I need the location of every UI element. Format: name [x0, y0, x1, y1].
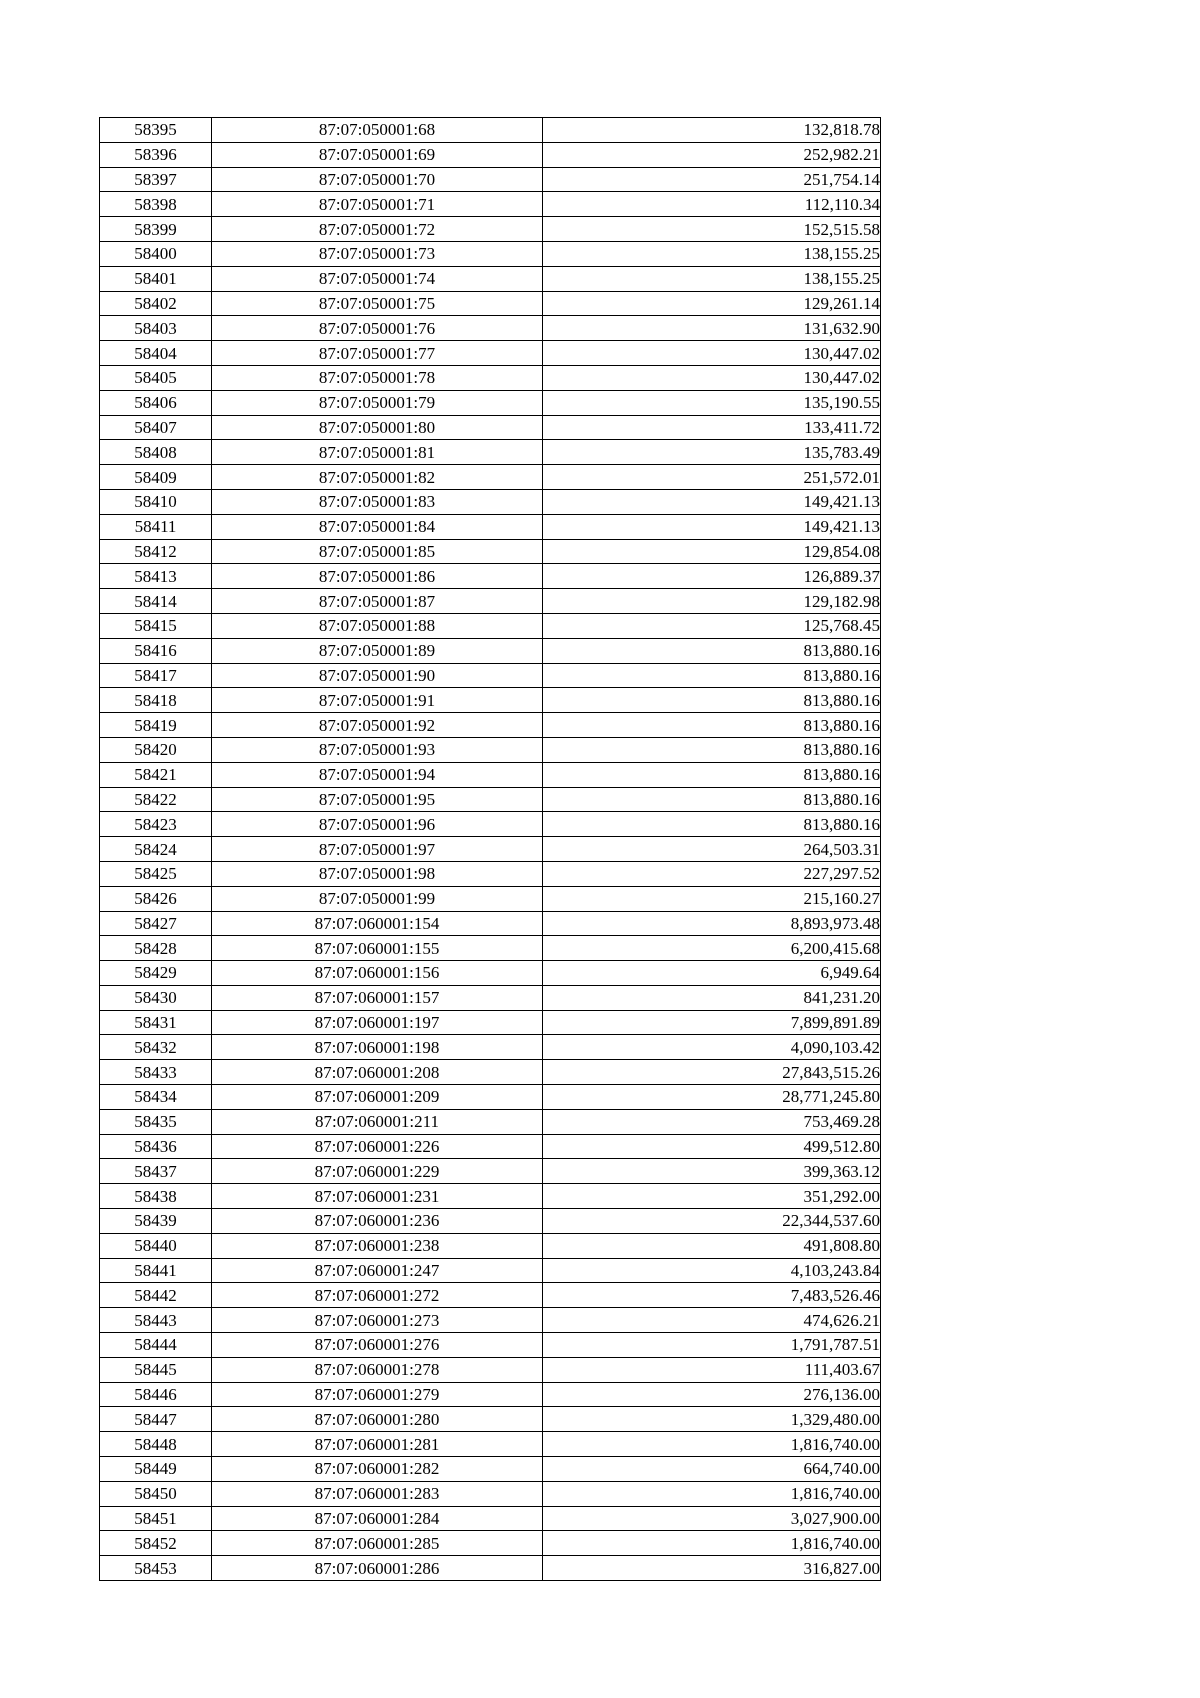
cadastral-number-cell: 87:07:050001:80 — [212, 415, 543, 440]
row-number-cell: 58447 — [100, 1407, 212, 1432]
table-row — [100, 1556, 881, 1581]
row-number-cell: 58426 — [100, 886, 212, 911]
row-number-cell: 58441 — [100, 1258, 212, 1283]
row-number-cell: 58429 — [100, 961, 212, 986]
value-cell: 112,110.34 — [543, 192, 881, 217]
row-number-cell: 58434 — [100, 1085, 212, 1110]
cadastral-number-cell: 87:07:050001:78 — [212, 365, 543, 390]
cadastral-number-cell: 87:07:060001:197 — [212, 1010, 543, 1035]
cadastral-number-cell: 87:07:050001:93 — [212, 737, 543, 762]
table-row — [100, 638, 881, 663]
cadastral-number-cell: 87:07:050001:99 — [212, 886, 543, 911]
cadastral-number-cell: 87:07:050001:96 — [212, 812, 543, 837]
value-cell: 753,469.28 — [543, 1109, 881, 1134]
value-cell: 111,403.67 — [543, 1357, 881, 1382]
cadastral-number-cell: 87:07:050001:72 — [212, 217, 543, 242]
row-number-cell: 58428 — [100, 936, 212, 961]
cadastral-number-cell: 87:07:060001:286 — [212, 1556, 543, 1581]
value-cell: 813,880.16 — [543, 713, 881, 738]
cadastral-number-cell: 87:07:050001:79 — [212, 390, 543, 415]
row-number-cell: 58448 — [100, 1432, 212, 1457]
table-row — [100, 1209, 881, 1234]
table-row — [100, 142, 881, 167]
row-number-cell: 58412 — [100, 539, 212, 564]
row-number-cell: 58395 — [100, 118, 212, 143]
row-number-cell: 58453 — [100, 1556, 212, 1581]
cadastral-number-cell: 87:07:050001:68 — [212, 118, 543, 143]
value-cell: 126,889.37 — [543, 564, 881, 589]
value-cell: 276,136.00 — [543, 1382, 881, 1407]
value-cell: 125,768.45 — [543, 613, 881, 638]
cadastral-number-cell: 87:07:060001:238 — [212, 1233, 543, 1258]
table-row — [100, 316, 881, 341]
cadastral-number-cell: 87:07:050001:94 — [212, 762, 543, 787]
value-cell: 152,515.58 — [543, 217, 881, 242]
table-row — [100, 1283, 881, 1308]
row-number-cell: 58449 — [100, 1457, 212, 1482]
value-cell: 813,880.16 — [543, 638, 881, 663]
row-number-cell: 58446 — [100, 1382, 212, 1407]
value-cell: 4,090,103.42 — [543, 1035, 881, 1060]
cadastral-number-cell: 87:07:050001:77 — [212, 341, 543, 366]
cadastral-number-cell: 87:07:060001:281 — [212, 1432, 543, 1457]
cadastral-number-cell: 87:07:060001:283 — [212, 1481, 543, 1506]
value-cell: 130,447.02 — [543, 365, 881, 390]
value-cell: 813,880.16 — [543, 787, 881, 812]
table-row — [100, 1010, 881, 1035]
table-row — [100, 217, 881, 242]
table-row — [100, 762, 881, 787]
row-number-cell: 58401 — [100, 266, 212, 291]
cadastral-number-cell: 87:07:060001:209 — [212, 1085, 543, 1110]
row-number-cell: 58436 — [100, 1134, 212, 1159]
row-number-cell: 58427 — [100, 911, 212, 936]
table-row — [100, 1382, 881, 1407]
value-cell: 215,160.27 — [543, 886, 881, 911]
cadastral-number-cell: 87:07:060001:229 — [212, 1159, 543, 1184]
value-cell: 133,411.72 — [543, 415, 881, 440]
cadastral-number-cell: 87:07:050001:81 — [212, 440, 543, 465]
table-row — [100, 1159, 881, 1184]
value-cell: 4,103,243.84 — [543, 1258, 881, 1283]
cadastral-number-cell: 87:07:060001:226 — [212, 1134, 543, 1159]
table-row — [100, 589, 881, 614]
row-number-cell: 58425 — [100, 861, 212, 886]
row-number-cell: 58406 — [100, 390, 212, 415]
row-number-cell: 58413 — [100, 564, 212, 589]
table-row — [100, 192, 881, 217]
value-cell: 251,572.01 — [543, 465, 881, 490]
value-cell: 252,982.21 — [543, 142, 881, 167]
table-row — [100, 1134, 881, 1159]
table-row — [100, 985, 881, 1010]
cadastral-number-cell: 87:07:060001:198 — [212, 1035, 543, 1060]
row-number-cell: 58424 — [100, 837, 212, 862]
value-cell: 1,816,740.00 — [543, 1481, 881, 1506]
value-cell: 138,155.25 — [543, 241, 881, 266]
value-cell: 664,740.00 — [543, 1457, 881, 1482]
row-number-cell: 58403 — [100, 316, 212, 341]
value-cell: 129,854.08 — [543, 539, 881, 564]
value-cell: 813,880.16 — [543, 812, 881, 837]
row-number-cell: 58433 — [100, 1060, 212, 1085]
value-cell: 1,329,480.00 — [543, 1407, 881, 1432]
cadastral-number-cell: 87:07:060001:157 — [212, 985, 543, 1010]
value-cell: 841,231.20 — [543, 985, 881, 1010]
cadastral-number-cell: 87:07:050001:89 — [212, 638, 543, 663]
cadastral-number-cell: 87:07:060001:231 — [212, 1184, 543, 1209]
row-number-cell: 58414 — [100, 589, 212, 614]
cadastral-number-cell: 87:07:060001:272 — [212, 1283, 543, 1308]
table-row — [100, 886, 881, 911]
cadastral-number-cell: 87:07:060001:208 — [212, 1060, 543, 1085]
table-row — [100, 688, 881, 713]
cadastral-number-cell: 87:07:060001:278 — [212, 1357, 543, 1382]
table-row — [100, 1506, 881, 1531]
cadastral-number-cell: 87:07:060001:154 — [212, 911, 543, 936]
cadastral-number-cell: 87:07:050001:88 — [212, 613, 543, 638]
row-number-cell: 58432 — [100, 1035, 212, 1060]
cadastral-number-cell: 87:07:050001:69 — [212, 142, 543, 167]
table-row — [100, 936, 881, 961]
row-number-cell: 58438 — [100, 1184, 212, 1209]
cadastral-number-cell: 87:07:050001:91 — [212, 688, 543, 713]
row-number-cell: 58398 — [100, 192, 212, 217]
table-body — [100, 118, 881, 1581]
value-cell: 135,190.55 — [543, 390, 881, 415]
row-number-cell: 58423 — [100, 812, 212, 837]
table-row — [100, 1531, 881, 1556]
value-cell: 129,182.98 — [543, 589, 881, 614]
value-cell: 399,363.12 — [543, 1159, 881, 1184]
cadastral-number-cell: 87:07:060001:236 — [212, 1209, 543, 1234]
cadastral-number-cell: 87:07:060001:211 — [212, 1109, 543, 1134]
value-cell: 813,880.16 — [543, 737, 881, 762]
row-number-cell: 58407 — [100, 415, 212, 440]
row-number-cell: 58437 — [100, 1159, 212, 1184]
table-row — [100, 613, 881, 638]
cadastral-number-cell: 87:07:060001:156 — [212, 961, 543, 986]
cadastral-number-cell: 87:07:050001:97 — [212, 837, 543, 862]
value-cell: 6,949.64 — [543, 961, 881, 986]
cadastral-number-cell: 87:07:050001:83 — [212, 489, 543, 514]
table-row — [100, 365, 881, 390]
value-cell: 813,880.16 — [543, 663, 881, 688]
table-row — [100, 1357, 881, 1382]
row-number-cell: 58396 — [100, 142, 212, 167]
row-number-cell: 58417 — [100, 663, 212, 688]
row-number-cell: 58422 — [100, 787, 212, 812]
value-cell: 491,808.80 — [543, 1233, 881, 1258]
value-cell: 474,626.21 — [543, 1308, 881, 1333]
row-number-cell: 58452 — [100, 1531, 212, 1556]
table-row — [100, 1333, 881, 1358]
row-number-cell: 58445 — [100, 1357, 212, 1382]
value-cell: 27,843,515.26 — [543, 1060, 881, 1085]
table-row — [100, 1407, 881, 1432]
cadastral-value-table — [99, 117, 881, 1581]
cadastral-number-cell: 87:07:050001:70 — [212, 167, 543, 192]
row-number-cell: 58399 — [100, 217, 212, 242]
cadastral-number-cell: 87:07:050001:98 — [212, 861, 543, 886]
value-cell: 135,783.49 — [543, 440, 881, 465]
table-row — [100, 1308, 881, 1333]
row-number-cell: 58402 — [100, 291, 212, 316]
table-row — [100, 787, 881, 812]
table-row — [100, 1233, 881, 1258]
cadastral-number-cell: 87:07:050001:92 — [212, 713, 543, 738]
table-row — [100, 1109, 881, 1134]
table-row — [100, 713, 881, 738]
row-number-cell: 58435 — [100, 1109, 212, 1134]
cadastral-number-cell: 87:07:060001:280 — [212, 1407, 543, 1432]
value-cell: 132,818.78 — [543, 118, 881, 143]
value-cell: 6,200,415.68 — [543, 936, 881, 961]
table-row — [100, 1432, 881, 1457]
value-cell: 129,261.14 — [543, 291, 881, 316]
value-cell: 351,292.00 — [543, 1184, 881, 1209]
table-row — [100, 118, 881, 143]
table-row — [100, 1085, 881, 1110]
table-row — [100, 961, 881, 986]
row-number-cell: 58444 — [100, 1333, 212, 1358]
table-row — [100, 1184, 881, 1209]
cadastral-number-cell: 87:07:060001:284 — [212, 1506, 543, 1531]
cadastral-number-cell: 87:07:060001:282 — [212, 1457, 543, 1482]
cadastral-number-cell: 87:07:050001:74 — [212, 266, 543, 291]
cadastral-number-cell: 87:07:060001:285 — [212, 1531, 543, 1556]
table-row — [100, 911, 881, 936]
table-row — [100, 837, 881, 862]
value-cell: 813,880.16 — [543, 688, 881, 713]
value-cell: 227,297.52 — [543, 861, 881, 886]
value-cell: 7,899,891.89 — [543, 1010, 881, 1035]
value-cell: 1,816,740.00 — [543, 1432, 881, 1457]
value-cell: 130,447.02 — [543, 341, 881, 366]
cadastral-number-cell: 87:07:060001:247 — [212, 1258, 543, 1283]
table-row — [100, 812, 881, 837]
table-row — [100, 167, 881, 192]
row-number-cell: 58411 — [100, 514, 212, 539]
cadastral-number-cell: 87:07:060001:273 — [212, 1308, 543, 1333]
row-number-cell: 58404 — [100, 341, 212, 366]
table-row — [100, 341, 881, 366]
table-row — [100, 390, 881, 415]
table-row — [100, 1481, 881, 1506]
table-row — [100, 489, 881, 514]
table-row — [100, 266, 881, 291]
row-number-cell: 58431 — [100, 1010, 212, 1035]
table-row — [100, 1035, 881, 1060]
row-number-cell: 58450 — [100, 1481, 212, 1506]
table-row — [100, 564, 881, 589]
cadastral-number-cell: 87:07:050001:82 — [212, 465, 543, 490]
cadastral-number-cell: 87:07:050001:71 — [212, 192, 543, 217]
value-cell: 131,632.90 — [543, 316, 881, 341]
cadastral-number-cell: 87:07:060001:155 — [212, 936, 543, 961]
table-row — [100, 440, 881, 465]
cadastral-number-cell: 87:07:050001:85 — [212, 539, 543, 564]
value-cell: 138,155.25 — [543, 266, 881, 291]
table-row — [100, 465, 881, 490]
table-row — [100, 539, 881, 564]
cadastral-number-cell: 87:07:050001:73 — [212, 241, 543, 266]
row-number-cell: 58419 — [100, 713, 212, 738]
value-cell: 264,503.31 — [543, 837, 881, 862]
row-number-cell: 58418 — [100, 688, 212, 713]
row-number-cell: 58440 — [100, 1233, 212, 1258]
table-row — [100, 514, 881, 539]
value-cell: 7,483,526.46 — [543, 1283, 881, 1308]
table-row — [100, 663, 881, 688]
row-number-cell: 58409 — [100, 465, 212, 490]
value-cell: 1,791,787.51 — [543, 1333, 881, 1358]
value-cell: 813,880.16 — [543, 762, 881, 787]
table-row — [100, 861, 881, 886]
value-cell: 3,027,900.00 — [543, 1506, 881, 1531]
row-number-cell: 58420 — [100, 737, 212, 762]
row-number-cell: 58397 — [100, 167, 212, 192]
cadastral-number-cell: 87:07:050001:90 — [212, 663, 543, 688]
table-row — [100, 291, 881, 316]
value-cell: 251,754.14 — [543, 167, 881, 192]
value-cell: 28,771,245.80 — [543, 1085, 881, 1110]
cadastral-number-cell: 87:07:060001:276 — [212, 1333, 543, 1358]
row-number-cell: 58416 — [100, 638, 212, 663]
row-number-cell: 58442 — [100, 1283, 212, 1308]
table-row — [100, 737, 881, 762]
row-number-cell: 58408 — [100, 440, 212, 465]
value-cell: 1,816,740.00 — [543, 1531, 881, 1556]
row-number-cell: 58410 — [100, 489, 212, 514]
value-cell: 8,893,973.48 — [543, 911, 881, 936]
cadastral-number-cell: 87:07:050001:75 — [212, 291, 543, 316]
table-row — [100, 241, 881, 266]
value-cell: 149,421.13 — [543, 489, 881, 514]
row-number-cell: 58415 — [100, 613, 212, 638]
document-page — [99, 117, 880, 1581]
value-cell: 149,421.13 — [543, 514, 881, 539]
row-number-cell: 58451 — [100, 1506, 212, 1531]
row-number-cell: 58439 — [100, 1209, 212, 1234]
cadastral-number-cell: 87:07:050001:76 — [212, 316, 543, 341]
row-number-cell: 58400 — [100, 241, 212, 266]
cadastral-number-cell: 87:07:050001:87 — [212, 589, 543, 614]
cadastral-number-cell: 87:07:050001:84 — [212, 514, 543, 539]
value-cell: 316,827.00 — [543, 1556, 881, 1581]
row-number-cell: 58405 — [100, 365, 212, 390]
value-cell: 22,344,537.60 — [543, 1209, 881, 1234]
cadastral-number-cell: 87:07:050001:86 — [212, 564, 543, 589]
table-row — [100, 1258, 881, 1283]
row-number-cell: 58430 — [100, 985, 212, 1010]
cadastral-number-cell: 87:07:060001:279 — [212, 1382, 543, 1407]
value-cell: 499,512.80 — [543, 1134, 881, 1159]
cadastral-number-cell: 87:07:050001:95 — [212, 787, 543, 812]
table-row — [100, 1060, 881, 1085]
table-row — [100, 1457, 881, 1482]
row-number-cell: 58443 — [100, 1308, 212, 1333]
table-row — [100, 415, 881, 440]
row-number-cell: 58421 — [100, 762, 212, 787]
